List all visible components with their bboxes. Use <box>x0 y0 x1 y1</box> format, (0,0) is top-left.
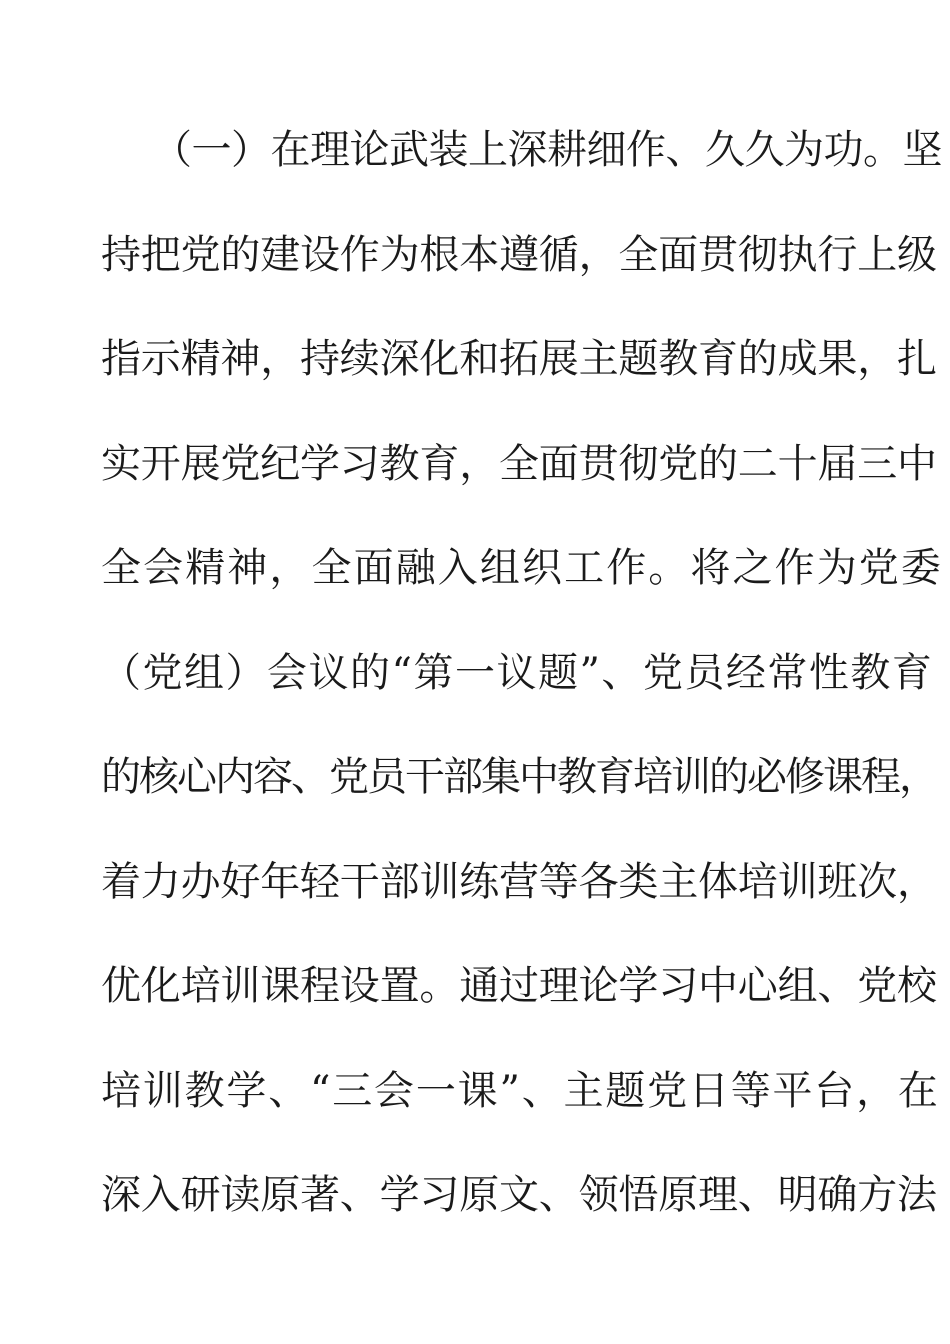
paragraph-line-1: （一）在理论武装上深耕细作、久久为功。坚 <box>152 127 942 173</box>
paragraph-line-9: 优化培训课程设置。通过理论学习中心组、党校 <box>101 963 937 1009</box>
paragraph-line-10: 培训教学、“三会一课”、主题党日等平台，在 <box>101 1068 940 1114</box>
paragraph-line-5: 全会精神，全面融入组织工作。将之作为党委 <box>101 545 943 591</box>
paragraph-line-2: 持把党的建设作为根本遵循，全面贯彻执行上级 <box>101 232 937 278</box>
paragraph-line-11: 深入研读原著、学习原文、领悟原理、明确方法 <box>101 1172 937 1218</box>
paragraph-line-8: 着力办好年轻干部训练营等各类主体培训班次， <box>101 859 937 905</box>
paragraph-line-7: 的核心内容、党员干部集中教育培训的必修课程， <box>101 754 937 800</box>
paragraph-line-4: 实开展党纪学习教育，全面贯彻党的二十届三中 <box>101 441 937 487</box>
paragraph-line-3: 指示精神，持续深化和拓展主题教育的成果，扎 <box>101 336 937 382</box>
paragraph-line-6: （党组）会议的“第一议题”、党员经常性教育 <box>101 650 934 696</box>
